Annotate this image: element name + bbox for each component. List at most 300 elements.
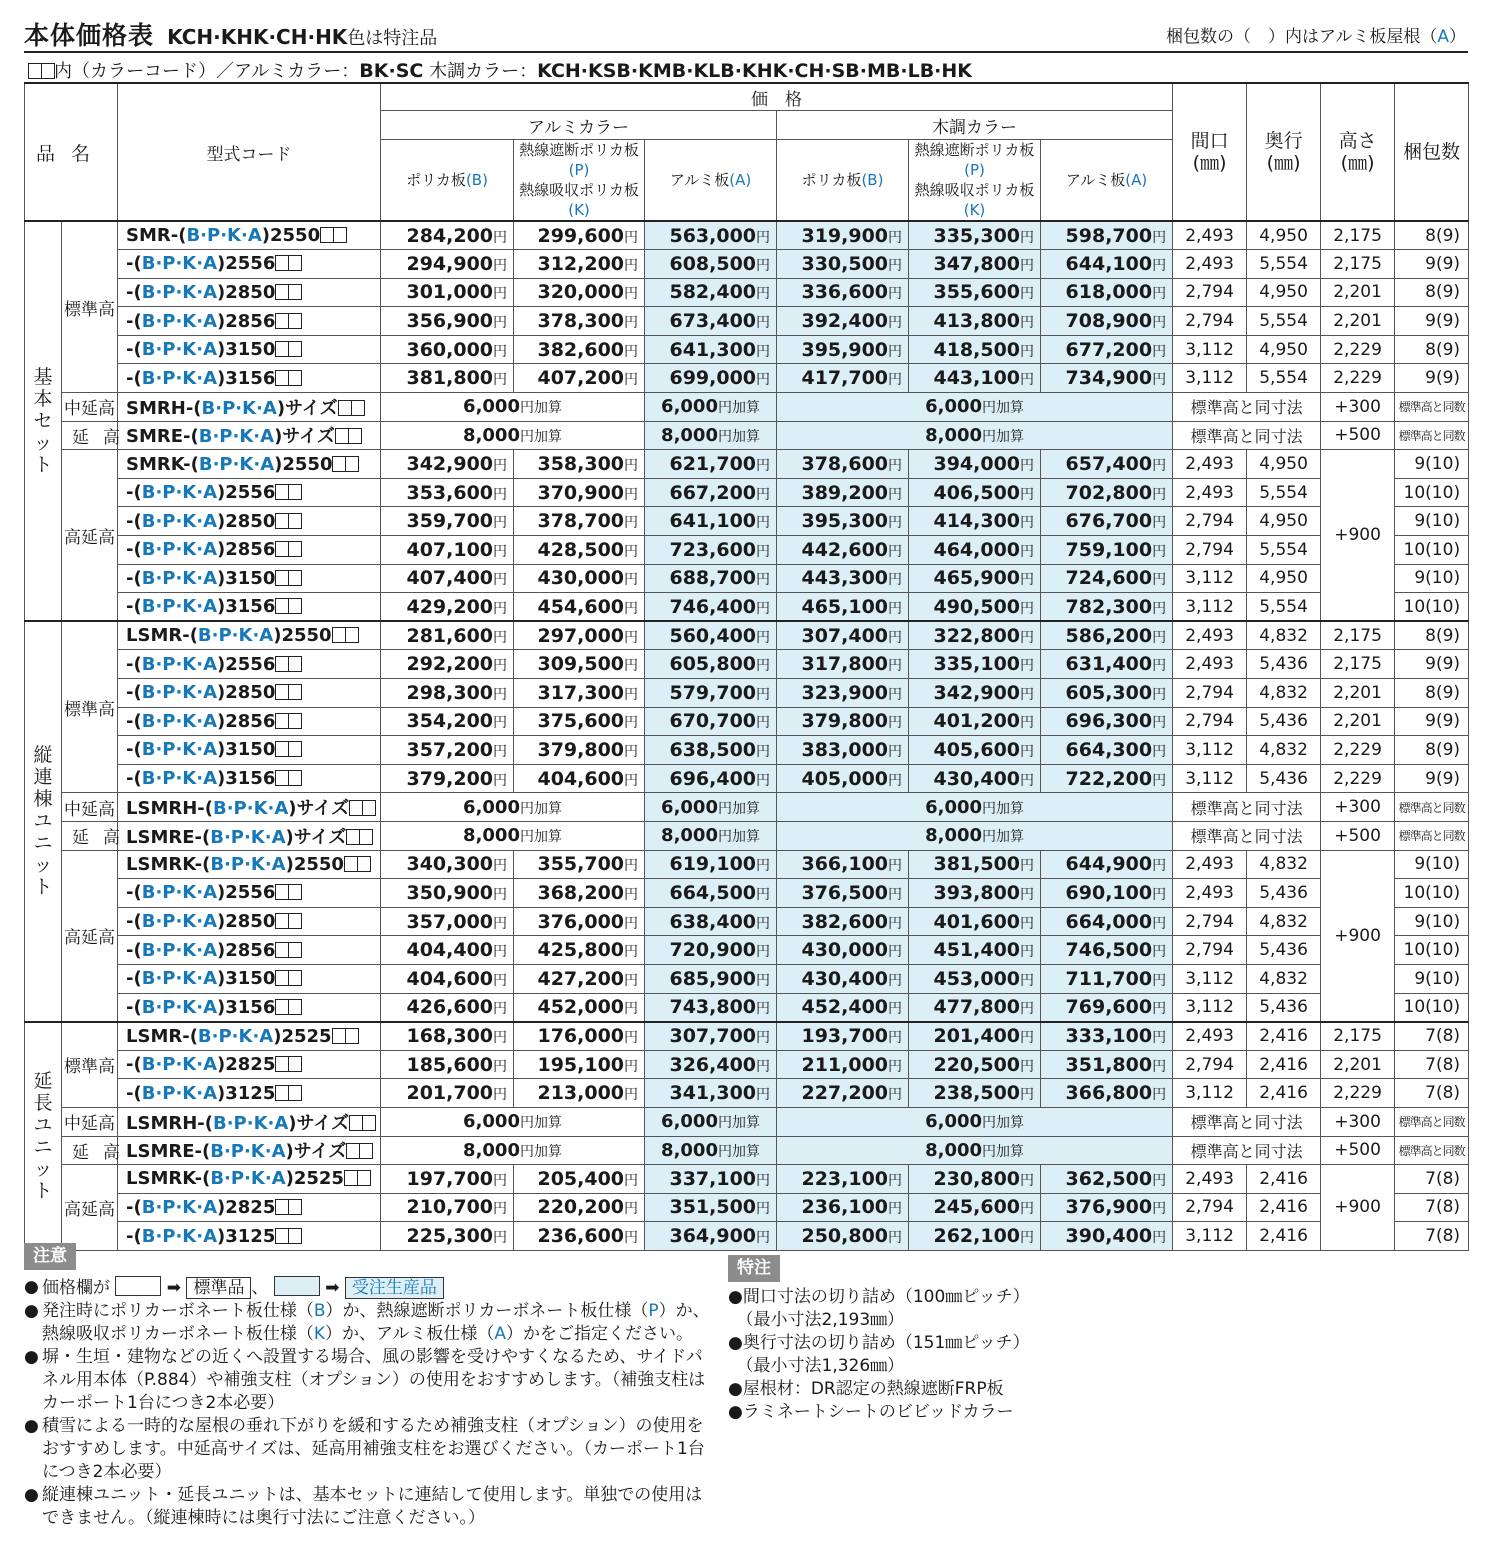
height-value: 2,229	[1321, 1079, 1395, 1108]
price-cell: 335,300円	[909, 221, 1041, 250]
price-cell: 464,000円	[909, 536, 1041, 565]
height-value: 2,175	[1321, 250, 1395, 279]
width-value: 3,112	[1173, 993, 1247, 1022]
model-code: SMRE-(B·P·K·A)サイズ	[118, 421, 381, 450]
depth-value: 2,416	[1247, 1222, 1321, 1251]
model-code: -(B·P·K·A)3150	[118, 564, 381, 593]
depth-value: 4,832	[1247, 621, 1321, 650]
width-value: 2,794	[1173, 936, 1247, 965]
model-code: SMR-(B·P·K·A)2550	[118, 221, 381, 250]
price-cell: 690,100円	[1041, 879, 1173, 908]
caution-notes	[24, 1243, 714, 1530]
depth-value: 4,950	[1247, 278, 1321, 307]
price-cell: 430,400円	[777, 964, 909, 993]
height-value: +300	[1321, 793, 1395, 822]
table-row	[25, 764, 1469, 793]
price-cell: 582,400円	[645, 278, 777, 307]
price-cell: 330,500円	[777, 250, 909, 279]
price-cell: 356,900円	[381, 307, 514, 336]
model-code: -(B·P·K·A)3150	[118, 964, 381, 993]
pack-value: 9(10)	[1395, 850, 1469, 879]
height-value: +900	[1321, 450, 1395, 622]
model-code: -(B·P·K·A)3125	[118, 1079, 381, 1108]
price-cell: 638,400円	[645, 907, 777, 936]
model-code: LSMRH-(B·P·K·A)サイズ	[118, 793, 381, 822]
same-size: 標準高と同寸法	[1173, 793, 1321, 822]
subgroup-label: 中延高	[62, 1107, 118, 1136]
price-cell: 404,600円	[514, 764, 645, 793]
price-cell: 227,200円	[777, 1079, 909, 1108]
width-value: 2,493	[1173, 1022, 1247, 1051]
table-row	[25, 450, 1469, 479]
width-value: 2,493	[1173, 250, 1247, 279]
pack-value: 標準高と同数	[1395, 421, 1469, 450]
width-value: 3,112	[1173, 564, 1247, 593]
price-cell: 333,100円	[1041, 1022, 1173, 1051]
price-cell: 673,400円	[645, 307, 777, 336]
table-row	[25, 478, 1469, 507]
model-code: -(B·P·K·A)3150	[118, 335, 381, 364]
price-cell: 621,700円	[645, 450, 777, 479]
price-table	[24, 82, 1469, 1251]
price-cell: 722,200円	[1041, 764, 1173, 793]
price-cell: 262,100円	[909, 1222, 1041, 1251]
price-addition: 6,000円加算	[777, 393, 1173, 422]
width-value: 2,493	[1173, 621, 1247, 650]
model-code: -(B·P·K·A)2556	[118, 650, 381, 679]
table-row	[25, 1136, 1469, 1165]
price-cell: 210,700円	[381, 1193, 514, 1222]
depth-value: 5,436	[1247, 936, 1321, 965]
pack-value: 7(8)	[1395, 1079, 1469, 1108]
depth-value: 5,554	[1247, 593, 1321, 622]
price-cell: 664,300円	[1041, 736, 1173, 765]
table-row	[25, 707, 1469, 736]
price-cell: 309,500円	[514, 650, 645, 679]
price-cell: 579,700円	[645, 679, 777, 708]
price-cell: 563,000円	[645, 221, 777, 250]
model-code: LSMRE-(B·P·K·A)サイズ	[118, 1136, 381, 1165]
price-cell: 759,100円	[1041, 536, 1173, 565]
price-cell: 336,600円	[777, 278, 909, 307]
price-cell: 443,100円	[909, 364, 1041, 393]
price-cell: 299,600円	[514, 221, 645, 250]
table-row	[25, 536, 1469, 565]
subgroup-label: 標準高	[62, 1022, 118, 1108]
price-cell: 685,900円	[645, 964, 777, 993]
depth-value: 5,436	[1247, 993, 1321, 1022]
price-cell: 708,900円	[1041, 307, 1173, 336]
table-row	[25, 1079, 1469, 1108]
price-cell: 375,600円	[514, 707, 645, 736]
table-row	[25, 335, 1469, 364]
price-cell: 362,500円	[1041, 1165, 1173, 1194]
width-value: 2,794	[1173, 536, 1247, 565]
height-value: +900	[1321, 850, 1395, 1022]
section-label: 縦 連 棟 ユ ニ ッ ト	[25, 621, 62, 1021]
price-addition: 6,000円加算	[777, 1107, 1173, 1136]
pack-value: 9(10)	[1395, 907, 1469, 936]
height-value: +900	[1321, 1165, 1395, 1251]
price-cell: 407,100円	[381, 536, 514, 565]
price-addition: 8,000円加算	[645, 1136, 777, 1165]
price-cell: 389,200円	[777, 478, 909, 507]
pack-value: 標準高と同数	[1395, 393, 1469, 422]
price-addition: 6,000円加算	[381, 393, 645, 422]
price-addition: 6,000円加算	[381, 793, 645, 822]
price-cell: 382,600円	[777, 907, 909, 936]
pack-value: 7(8)	[1395, 1050, 1469, 1079]
price-cell: 230,800円	[909, 1165, 1041, 1194]
table-row	[25, 1165, 1469, 1194]
model-code: -(B·P·K·A)2856	[118, 707, 381, 736]
price-cell: 354,200円	[381, 707, 514, 736]
price-cell: 347,800円	[909, 250, 1041, 279]
price-cell: 414,300円	[909, 507, 1041, 536]
section-label: 延 長 ユ ニ ッ ト	[25, 1022, 62, 1251]
col-alumi-poly: ポリカ板(B)	[381, 140, 514, 222]
depth-value: 2,416	[1247, 1050, 1321, 1079]
pack-value: 10(10)	[1395, 879, 1469, 908]
width-value: 3,112	[1173, 964, 1247, 993]
price-cell: 425,800円	[514, 936, 645, 965]
pack-value: 9(10)	[1395, 450, 1469, 479]
price-cell: 185,600円	[381, 1050, 514, 1079]
price-cell: 355,600円	[909, 278, 1041, 307]
price-addition: 8,000円加算	[381, 1136, 645, 1165]
depth-value: 4,950	[1247, 221, 1321, 250]
price-cell: 213,000円	[514, 1079, 645, 1108]
price-cell: 417,700円	[777, 364, 909, 393]
model-code: -(B·P·K·A)3125	[118, 1222, 381, 1251]
price-addition: 8,000円加算	[777, 821, 1173, 850]
width-value: 2,794	[1173, 507, 1247, 536]
price-cell: 390,400円	[1041, 1222, 1173, 1251]
note-item: ● 積雪による一時的な屋根の垂れ下がりを緩和するため補強支柱（オプション）の使用をおすすめします。中延高サイズは、延高用補強支柱をお選びください。（カーポート1台につき2本必要）	[24, 1416, 705, 1482]
page-header	[24, 16, 1468, 48]
price-cell: 442,600円	[777, 536, 909, 565]
price-cell: 294,900円	[381, 250, 514, 279]
price-cell: 405,000円	[777, 764, 909, 793]
price-cell: 430,400円	[909, 764, 1041, 793]
special-item: （最小寸法1,326㎜）	[728, 1356, 905, 1376]
price-cell: 223,100円	[777, 1165, 909, 1194]
price-cell: 378,300円	[514, 307, 645, 336]
price-cell: 664,000円	[1041, 907, 1173, 936]
price-cell: 428,500円	[514, 536, 645, 565]
price-cell: 641,100円	[645, 507, 777, 536]
price-addition: 8,000円加算	[381, 821, 645, 850]
pack-value: 8(9)	[1395, 221, 1469, 250]
special-item: ●屋根材：DR認定の熱線遮断FRP板	[728, 1379, 1004, 1399]
width-value: 3,112	[1173, 1079, 1247, 1108]
pack-value: 8(9)	[1395, 621, 1469, 650]
model-code: -(B·P·K·A)3156	[118, 593, 381, 622]
price-addition: 6,000円加算	[645, 1107, 777, 1136]
price-cell: 236,600円	[514, 1222, 645, 1251]
subgroup-label: 延高	[62, 421, 118, 450]
col-alumi-heat: 熱線遮断ポリカ板(P) 熱線吸収ポリカ板(K)	[514, 140, 645, 222]
pack-value: 9(9)	[1395, 764, 1469, 793]
pack-value: 9(9)	[1395, 250, 1469, 279]
price-cell: 429,200円	[381, 593, 514, 622]
height-value: 2,229	[1321, 364, 1395, 393]
price-cell: 407,400円	[381, 564, 514, 593]
table-row	[25, 821, 1469, 850]
price-cell: 743,800円	[645, 993, 777, 1022]
price-cell: 376,500円	[777, 879, 909, 908]
height-value: 2,175	[1321, 621, 1395, 650]
pack-value: 10(10)	[1395, 536, 1469, 565]
price-cell: 307,400円	[777, 621, 909, 650]
price-cell: 734,900円	[1041, 364, 1173, 393]
table-row	[25, 1050, 1469, 1079]
price-cell: 699,000円	[645, 364, 777, 393]
price-cell: 688,700円	[645, 564, 777, 593]
price-cell: 307,700円	[645, 1022, 777, 1051]
price-cell: 676,700円	[1041, 507, 1173, 536]
price-cell: 360,000円	[381, 335, 514, 364]
subgroup-label: 延高	[62, 821, 118, 850]
price-cell: 382,600円	[514, 335, 645, 364]
note-item: ● 塀・生垣・建物などの近くへ設置する場合、風の影響を受けやすくなるため、サイドパネル用本体（P.884）や補強支柱（オプション）の使用をおすすめします。（補強支柱はカーポート1台につき2本必要）	[24, 1347, 706, 1413]
price-cell: 312,200円	[514, 250, 645, 279]
depth-value: 4,832	[1247, 907, 1321, 936]
price-cell: 353,600円	[381, 478, 514, 507]
price-cell: 245,600円	[909, 1193, 1041, 1222]
price-cell: 351,500円	[645, 1193, 777, 1222]
width-value: 2,794	[1173, 907, 1247, 936]
price-cell: 670,700円	[645, 707, 777, 736]
price-cell: 477,800円	[909, 993, 1041, 1022]
width-value: 2,794	[1173, 679, 1247, 708]
col-height: 高さ (㎜)	[1321, 83, 1395, 221]
price-cell: 350,900円	[381, 879, 514, 908]
price-cell: 586,200円	[1041, 621, 1173, 650]
price-addition: 8,000円加算	[777, 421, 1173, 450]
subgroup-label: 高延高	[62, 1165, 118, 1251]
pack-value: 9(10)	[1395, 964, 1469, 993]
height-value: 2,175	[1321, 1022, 1395, 1051]
price-cell: 250,800円	[777, 1222, 909, 1251]
price-cell: 366,800円	[1041, 1079, 1173, 1108]
depth-value: 2,416	[1247, 1165, 1321, 1194]
width-value: 3,112	[1173, 335, 1247, 364]
col-pack: 梱包数	[1395, 83, 1469, 221]
price-cell: 430,000円	[777, 936, 909, 965]
table-row	[25, 993, 1469, 1022]
pack-value: 標準高と同数	[1395, 1136, 1469, 1165]
width-value: 2,794	[1173, 707, 1247, 736]
price-cell: 322,800円	[909, 621, 1041, 650]
price-cell: 490,500円	[909, 593, 1041, 622]
col-alumi-alumi-plate: アルミ板(A)	[645, 140, 777, 222]
price-cell: 323,900円	[777, 679, 909, 708]
price-cell: 381,500円	[909, 850, 1041, 879]
pack-note: 梱包数の（ ）内はアルミ板屋根（A）	[1166, 27, 1466, 47]
height-value: 2,201	[1321, 1050, 1395, 1079]
depth-value: 5,554	[1247, 307, 1321, 336]
price-addition: 6,000円加算	[381, 1107, 645, 1136]
table-row	[25, 507, 1469, 536]
price-cell: 366,100円	[777, 850, 909, 879]
model-code: -(B·P·K·A)2850	[118, 679, 381, 708]
price-addition: 8,000円加算	[777, 1136, 1173, 1165]
price-cell: 176,000円	[514, 1022, 645, 1051]
width-value: 2,493	[1173, 221, 1247, 250]
height-value: +300	[1321, 1107, 1395, 1136]
col-depth: 奥行 (㎜)	[1247, 83, 1321, 221]
pack-value: 9(9)	[1395, 364, 1469, 393]
price-cell: 335,100円	[909, 650, 1041, 679]
price-cell: 357,200円	[381, 736, 514, 765]
pack-value: 標準高と同数	[1395, 1107, 1469, 1136]
price-cell: 337,100円	[645, 1165, 777, 1194]
depth-value: 5,554	[1247, 364, 1321, 393]
depth-value: 5,436	[1247, 879, 1321, 908]
table-row	[25, 1022, 1469, 1051]
height-value: +500	[1321, 821, 1395, 850]
width-value: 2,794	[1173, 307, 1247, 336]
price-cell: 351,800円	[1041, 1050, 1173, 1079]
price-cell: 238,500円	[909, 1079, 1041, 1108]
price-cell: 413,800円	[909, 307, 1041, 336]
price-cell: 605,800円	[645, 650, 777, 679]
price-cell: 376,000円	[514, 907, 645, 936]
price-cell: 297,000円	[514, 621, 645, 650]
price-cell: 317,300円	[514, 679, 645, 708]
width-value: 3,112	[1173, 1222, 1247, 1251]
price-cell: 724,600円	[1041, 564, 1173, 593]
height-value: +500	[1321, 421, 1395, 450]
price-cell: 418,500円	[909, 335, 1041, 364]
price-cell: 711,700円	[1041, 964, 1173, 993]
price-cell: 677,200円	[1041, 335, 1173, 364]
header-rule	[24, 51, 1468, 53]
pack-value: 10(10)	[1395, 993, 1469, 1022]
table-row	[25, 879, 1469, 908]
price-cell: 407,200円	[514, 364, 645, 393]
model-code: -(B·P·K·A)2825	[118, 1050, 381, 1079]
price-cell: 364,900円	[645, 1222, 777, 1251]
price-addition: 8,000円加算	[645, 421, 777, 450]
special-order-text: 色は特注品	[347, 28, 438, 49]
pack-value: 9(9)	[1395, 650, 1469, 679]
page-title: 本体価格表	[24, 21, 155, 50]
price-cell: 342,900円	[381, 450, 514, 479]
price-cell: 395,300円	[777, 507, 909, 536]
same-size: 標準高と同寸法	[1173, 1107, 1321, 1136]
price-cell: 370,900円	[514, 478, 645, 507]
section-label: 基 本 セ ッ ト	[25, 221, 62, 621]
height-value: +300	[1321, 393, 1395, 422]
model-code: -(B·P·K·A)2856	[118, 936, 381, 965]
price-cell: 236,100円	[777, 1193, 909, 1222]
price-cell: 379,200円	[381, 764, 514, 793]
price-cell: 404,400円	[381, 936, 514, 965]
subgroup-label: 標準高	[62, 621, 118, 793]
price-cell: 220,200円	[514, 1193, 645, 1222]
table-row	[25, 793, 1469, 822]
price-cell: 378,700円	[514, 507, 645, 536]
price-cell: 195,100円	[514, 1050, 645, 1079]
price-cell: 598,700円	[1041, 221, 1173, 250]
color-code-line: 内（カラーコード）／アルミカラー：BK·SC 木調カラー：KCH·KSB·KMB·KLB·KHK·CH·SB·MB·LB·HK	[28, 57, 972, 83]
price-cell: 340,300円	[381, 850, 514, 879]
price-cell: 782,300円	[1041, 593, 1173, 622]
price-cell: 702,800円	[1041, 478, 1173, 507]
depth-value: 2,416	[1247, 1079, 1321, 1108]
depth-value: 4,950	[1247, 507, 1321, 536]
price-cell: 605,300円	[1041, 679, 1173, 708]
pack-value: 8(9)	[1395, 679, 1469, 708]
width-value: 3,112	[1173, 764, 1247, 793]
price-cell: 379,800円	[514, 736, 645, 765]
price-cell: 197,700円	[381, 1165, 514, 1194]
price-cell: 368,200円	[514, 879, 645, 908]
price-cell: 301,000円	[381, 278, 514, 307]
width-value: 2,493	[1173, 650, 1247, 679]
price-cell: 644,100円	[1041, 250, 1173, 279]
table-row	[25, 1107, 1469, 1136]
width-value: 2,493	[1173, 478, 1247, 507]
model-code: LSMRE-(B·P·K·A)サイズ	[118, 821, 381, 850]
height-value: 2,175	[1321, 221, 1395, 250]
model-code: -(B·P·K·A)2556	[118, 250, 381, 279]
table-row	[25, 307, 1469, 336]
price-cell: 644,900円	[1041, 850, 1173, 879]
subgroup-label: 中延高	[62, 793, 118, 822]
pack-value: 7(8)	[1395, 1222, 1469, 1251]
price-cell: 453,000円	[909, 964, 1041, 993]
table-row	[25, 907, 1469, 936]
width-value: 2,493	[1173, 850, 1247, 879]
price-cell: 401,200円	[909, 707, 1041, 736]
depth-value: 5,436	[1247, 764, 1321, 793]
pack-value: 7(8)	[1395, 1193, 1469, 1222]
same-size: 標準高と同寸法	[1173, 1136, 1321, 1165]
price-cell: 404,600円	[381, 964, 514, 993]
price-cell: 201,700円	[381, 1079, 514, 1108]
height-value: +500	[1321, 1136, 1395, 1165]
table-row	[25, 964, 1469, 993]
price-addition: 6,000円加算	[645, 793, 777, 822]
price-addition: 8,000円加算	[381, 421, 645, 450]
table-row	[25, 1193, 1469, 1222]
price-cell: 320,000円	[514, 278, 645, 307]
price-cell: 560,400円	[645, 621, 777, 650]
price-cell: 452,000円	[514, 993, 645, 1022]
col-price: 価 格	[381, 83, 1173, 111]
depth-value: 4,832	[1247, 679, 1321, 708]
price-cell: 641,300円	[645, 335, 777, 364]
price-cell: 394,000円	[909, 450, 1041, 479]
col-wood-heat: 熱線遮断ポリカ板(P) 熱線吸収ポリカ板(K)	[909, 140, 1041, 222]
model-code: -(B·P·K·A)2856	[118, 307, 381, 336]
depth-value: 4,950	[1247, 564, 1321, 593]
pack-value: 8(9)	[1395, 736, 1469, 765]
price-cell: 378,600円	[777, 450, 909, 479]
model-code: -(B·P·K·A)2556	[118, 478, 381, 507]
table-row	[25, 364, 1469, 393]
price-cell: 465,900円	[909, 564, 1041, 593]
caution-tag: 注意	[24, 1243, 76, 1270]
width-value: 3,112	[1173, 593, 1247, 622]
height-value: 2,229	[1321, 335, 1395, 364]
price-cell: 452,400円	[777, 993, 909, 1022]
depth-value: 4,832	[1247, 964, 1321, 993]
special-item: ●間口寸法の切り詰め（100㎜ピッチ）	[728, 1287, 1030, 1307]
